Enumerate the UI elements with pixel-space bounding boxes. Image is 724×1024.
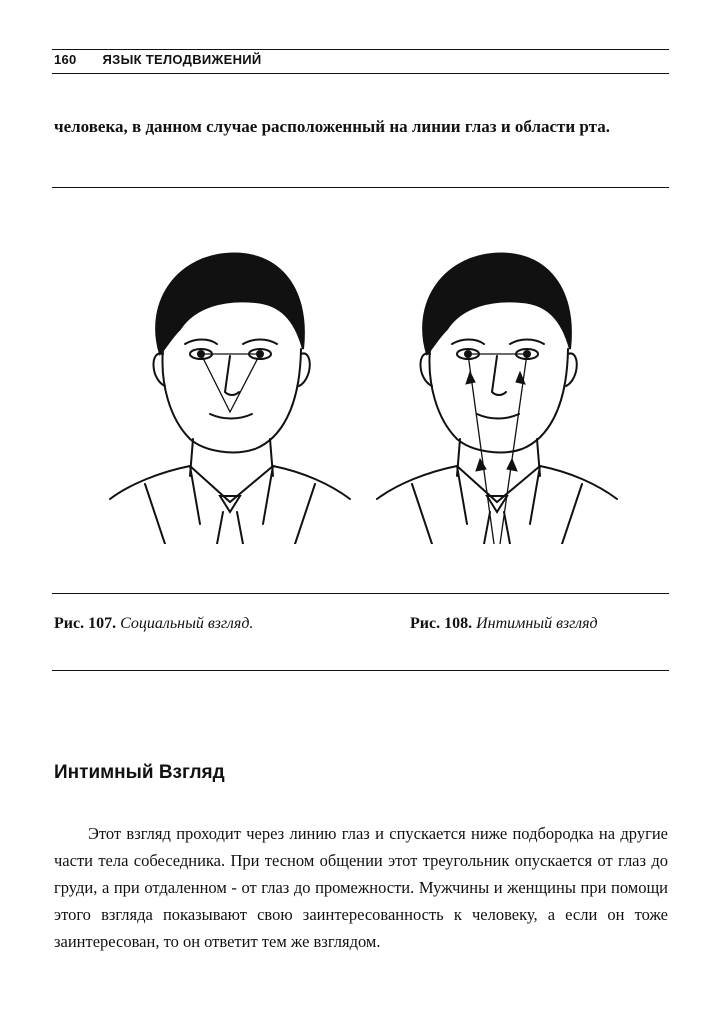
figure-top-rule [52, 187, 669, 188]
caption-bottom-rule [52, 670, 669, 671]
header-top-rule [52, 49, 669, 50]
figure-108-number: Рис. 108. [410, 615, 473, 632]
figure-107-caption [54, 610, 284, 637]
page-number: 160 [54, 52, 77, 67]
running-header [54, 52, 669, 67]
section-heading: Интимный Взгляд [54, 762, 225, 783]
figure-108-caption [410, 610, 670, 637]
intro-paragraph: человека, в данном случае расположенный на линии глаз и области рта. [54, 117, 610, 136]
running-title: ЯЗЫК ТЕЛОДВИЖЕНИЙ [102, 52, 262, 67]
figure-107-illustration [105, 244, 355, 544]
figure-107-text: Социальный взгляд. [120, 615, 254, 632]
face-social-gaze-drawing [105, 244, 355, 544]
caption-top-rule [52, 593, 669, 594]
header-bottom-rule [52, 73, 669, 74]
face-intimate-gaze-drawing [372, 244, 622, 544]
figure-108-text: Интимный взгляд [476, 615, 598, 632]
section-paragraph: Этот взгляд проходит через линию глаз и спускается ниже подбородка на другие части тела собеседника. При тесном общении этот треугольник опускается от глаз до груди, а при отдаленном - от глаз до промежности. Мужчины и женщины при помощи этого взгляда показывают свою заинтересованность к человеку, а если он тоже заинтересован, то он ответит тем же взглядом. [54, 824, 668, 951]
figure-107-number: Рис. 107. [54, 615, 117, 632]
figure-108-illustration [372, 244, 622, 544]
